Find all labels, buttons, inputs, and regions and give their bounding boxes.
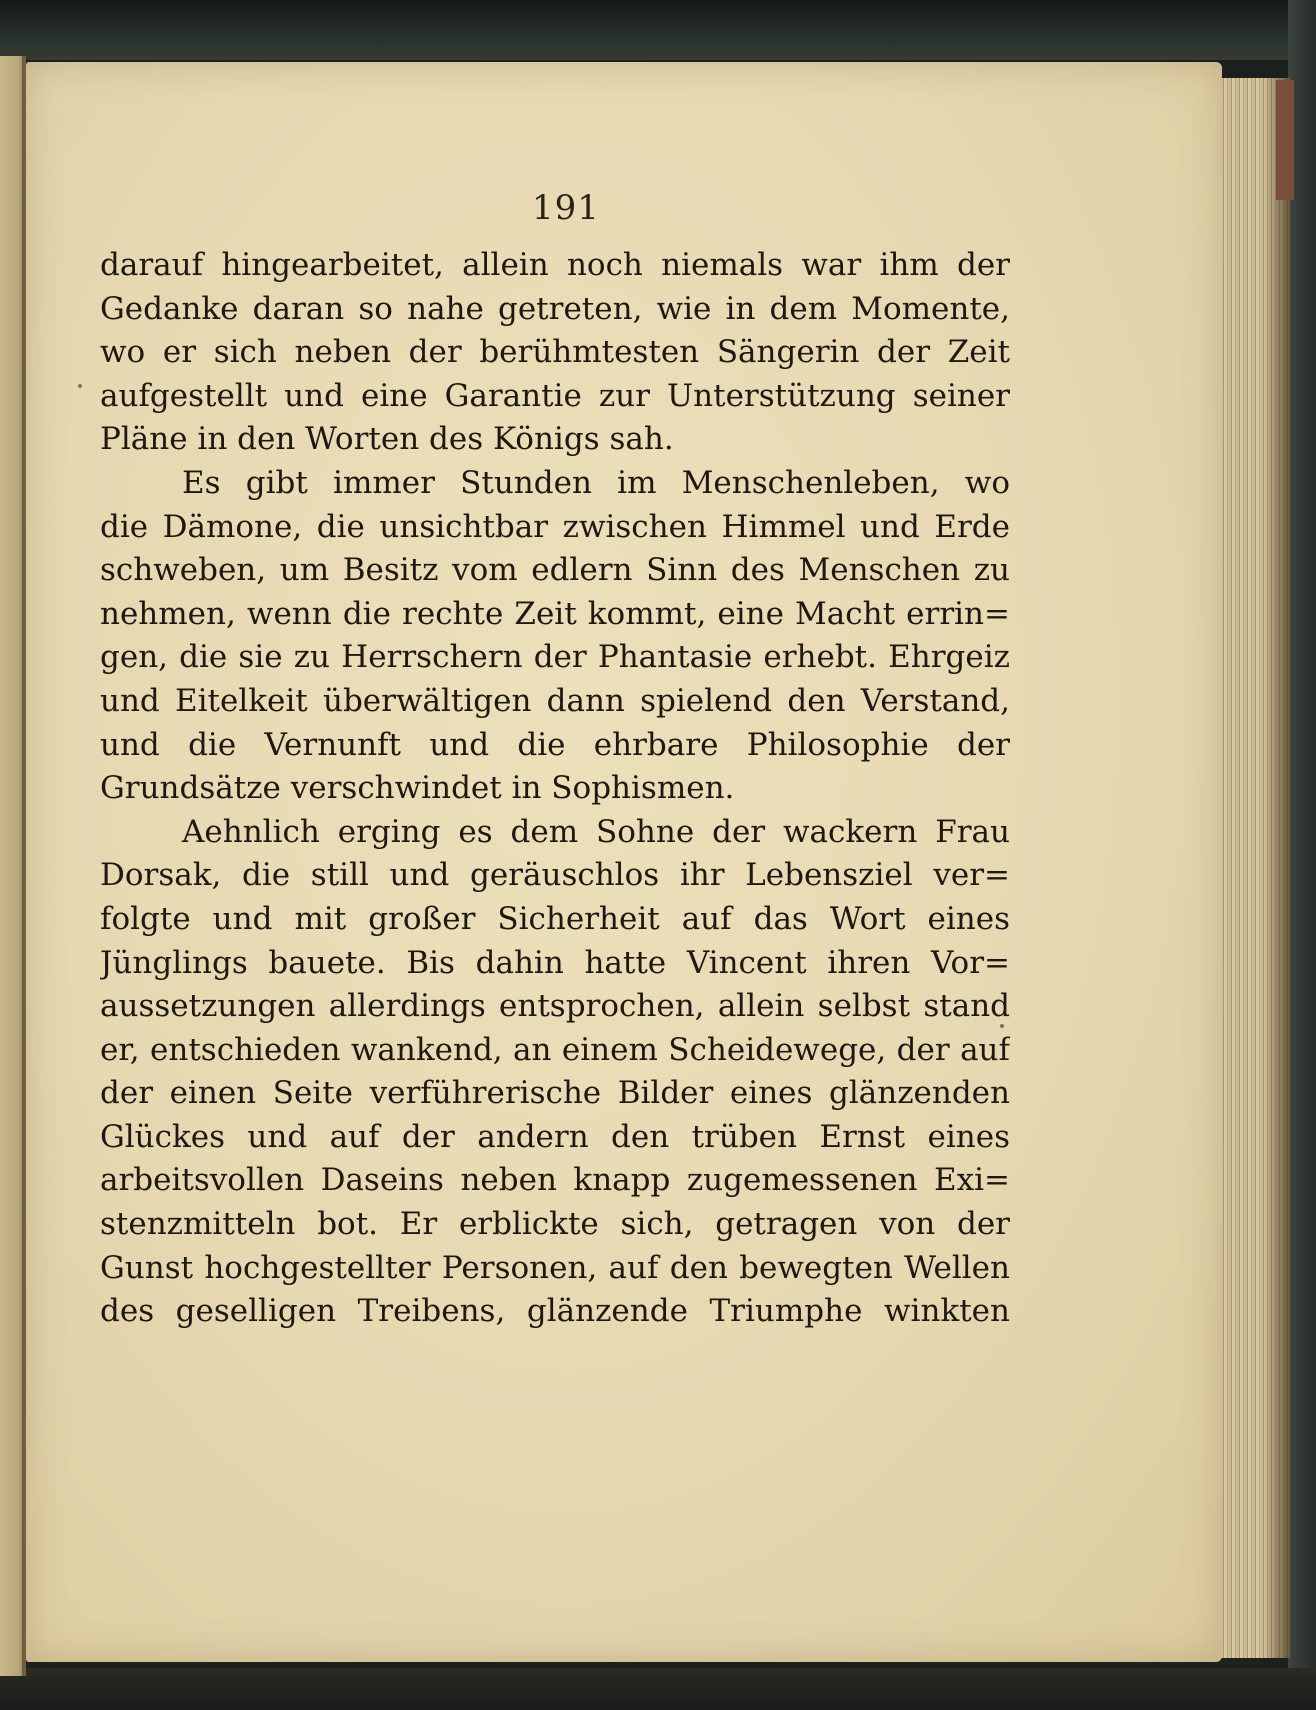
text-line: Aehnlich erging es dem Sohne der wackern Frau <box>182 813 1010 850</box>
text-line: darauf hingearbeitet, allein noch niemals war ihm der <box>100 247 1010 283</box>
text-line: schweben, um Besitz vom edlern Sinn des Menschen zu <box>100 552 1010 589</box>
text-line: Jünglings bauete. Bis dahin hatte Vincent ihren Vor= <box>100 944 1010 981</box>
text-line: aussetzungen allerdings entsprochen, allein selbst stand <box>100 988 1010 1025</box>
text-line: aufgestellt und eine Garantie zur Unterstützung seiner <box>100 377 1010 414</box>
text-line: Pläne in den Worten des Königs sah. <box>100 421 674 458</box>
text-line: stenzmitteln bot. Er erblickte sich, getragen von der <box>100 1206 1010 1243</box>
body-text <box>100 244 1010 1334</box>
scan-speck <box>78 384 82 388</box>
text-line: die Dämone, die unsichtbar zwischen Himmel und Erde <box>100 508 1010 545</box>
text-line: und Eitelkeit überwältigen dann spielend den Verstand, <box>100 682 1010 719</box>
text-line: arbeitsvollen Daseins neben knapp zugemessenen Exi= <box>100 1162 1010 1199</box>
page-number: 191 <box>532 188 600 228</box>
scan-speck <box>1000 1024 1004 1028</box>
text-line: und die Vernunft und die ehrbare Philosophie der <box>100 726 1010 763</box>
page-stack-shadow <box>1262 78 1290 1658</box>
text-line: Es gibt immer Stunden im Menschenleben, wo <box>182 464 1010 501</box>
text-line: Glückes und auf der andern den trüben Ernst eines <box>100 1118 1010 1155</box>
text-line: wo er sich neben der berühmtesten Sängerin der Zeit <box>100 334 1010 371</box>
book-cover-top-edge <box>0 0 1316 60</box>
leather-spine-patch <box>1276 80 1294 200</box>
text-line: er, entschieden wankend, an einem Scheidewege, der auf <box>100 1031 1010 1068</box>
text-line: Grundsätze verschwindet in Sophismen. <box>100 770 735 807</box>
text-line: folgte und mit großer Sicherheit auf das Wort eines <box>100 900 1010 937</box>
text-line: Gunst hochgestellter Personen, auf den bewegten Wellen <box>100 1249 1010 1286</box>
text-line: nehmen, wenn die rechte Zeit kommt, eine Macht errin= <box>100 595 1010 632</box>
text-line: gen, die sie zu Herrschern der Phantasie erhebt. Ehrgeiz <box>100 639 1010 676</box>
book-page <box>26 62 1222 1662</box>
text-line: Dorsak, die still und geräuschlos ihr Lebensziel ver= <box>100 857 1010 894</box>
text-line: der einen Seite verführerische Bilder eines glänzenden <box>100 1075 1010 1112</box>
book-cover-bottom-edge <box>0 1668 1316 1710</box>
book-cover-right-edge <box>1288 0 1316 1710</box>
text-line: des geselligen Treibens, glänzende Triumphe winkten <box>100 1293 1010 1330</box>
text-line: Gedanke daran so nahe getreten, wie in dem Momente, <box>100 290 1010 327</box>
